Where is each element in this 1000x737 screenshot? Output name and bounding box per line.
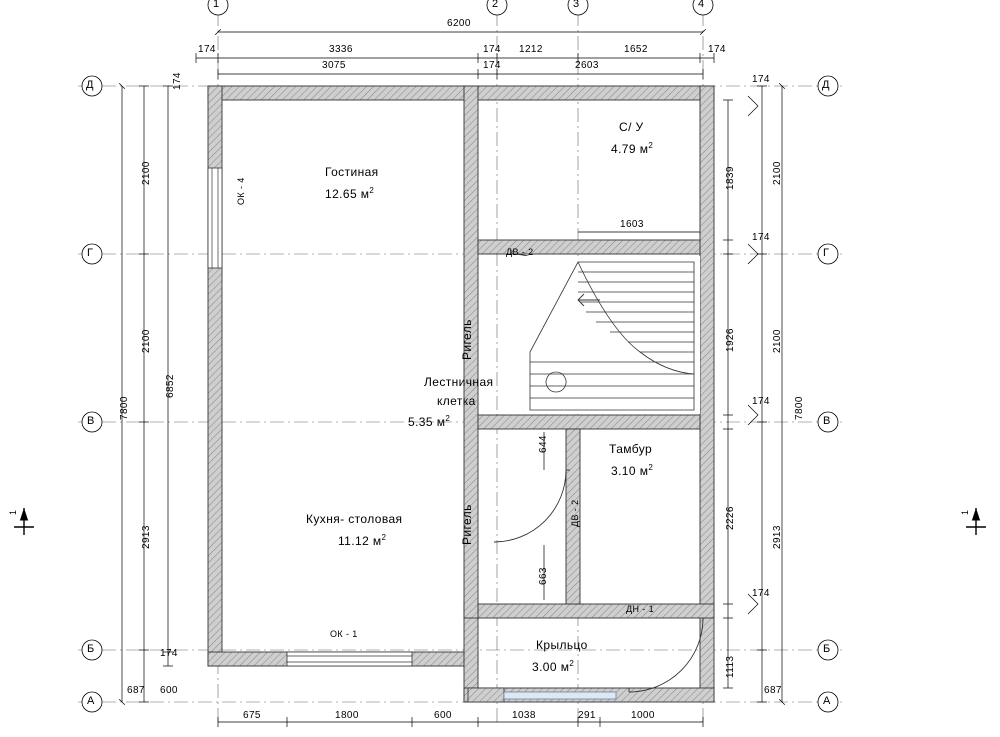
dim-top-1212: 1212 [519,44,543,55]
dim-inner-663: 663 [538,567,549,585]
dim-right-174d: 174 [752,588,770,599]
dim-top-174d: 174 [483,60,501,71]
dim-top-overall: 6200 [447,18,471,29]
dim-right-1839: 1839 [725,166,736,190]
dim-right-174c: 174 [752,396,770,407]
axis-bubble-left-a: А [87,695,95,707]
north-arrow-label-left: 1 [8,509,18,515]
dim-right-174b: 174 [752,232,770,243]
room-area-stair: 5.35 [408,415,433,429]
dim-left-2100a: 2100 [141,161,152,185]
dim-right-1113: 1113 [725,655,736,678]
dim-right-2100b: 2100 [772,329,783,353]
room-area-tambur: 3.10 [611,464,636,478]
pow-kitchen: 2 [381,533,387,542]
dim-bottom-675: 675 [243,710,261,721]
pow-living: 2 [369,186,375,195]
beam-label-upper: Ригель [460,319,474,360]
room-area-kitchen: 11.12 [338,534,370,548]
axis-bubble-right-a: А [823,695,831,707]
opening-tag-dn1: ДН - 1 [626,604,654,614]
dim-left-2913: 2913 [141,525,152,549]
dim-left-2100b: 2100 [141,329,152,353]
dim-top-174b: 174 [483,44,501,55]
room-label-tambur: Тамбур [609,442,653,456]
dim-right-7800: 7800 [794,396,805,420]
axis-bubble-2: 2 [492,0,499,10]
axis-bubble-3: 3 [573,0,580,10]
dim-bottom-1800: 1800 [335,710,359,721]
opening-tag-ok4: ОК - 4 [236,177,246,205]
dim-left-687: 687 [127,685,145,696]
axis-bubble-left-g: Г [87,247,94,259]
room-area-porch: 3.00 [532,660,557,674]
dim-inner-1603: 1603 [620,219,644,230]
unit-porch: м [560,660,570,674]
axis-bubble-right-d: Д [822,79,830,91]
room-label-kitchen: Кухня- столовая [306,512,403,526]
axis-bubble-left-v: В [87,415,95,427]
unit-living: м [360,187,370,201]
unit-wc: м [639,142,649,156]
unit-tambur: м [639,464,649,478]
room-label-stair-2: клетка [437,394,476,408]
dim-left-174bottom: 174 [160,648,178,659]
dim-right-2100a: 2100 [772,161,783,185]
unit-kitchen: м [372,534,382,548]
room-area-living: 12.65 [325,187,358,201]
dim-right-2913: 2913 [772,525,783,549]
dim-bottom-1000: 1000 [631,710,655,721]
dim-top-1652: 1652 [624,44,648,55]
dim-right-2226: 2226 [725,506,736,530]
dim-top-3336: 3336 [329,44,353,55]
dim-top-3075: 3075 [322,60,346,71]
room-label-porch: Крыльцо [536,638,588,652]
dim-left-174top: 174 [172,72,183,90]
pow-tambur: 2 [648,463,654,472]
dim-left-6852: 6852 [165,374,176,398]
room-label-wc: С/ У [619,120,644,134]
dim-right-687: 687 [764,685,782,696]
dim-right-1926: 1926 [725,328,736,352]
axis-bubble-1: 1 [213,0,220,10]
room-label-stair-1: Лестничная [424,375,494,389]
axis-bubble-right-b: Б [823,643,831,655]
dim-right-174a: 174 [752,74,770,85]
room-label-living: Гостиная [325,165,379,179]
unit-stair: м [436,415,446,429]
opening-tag-dv2-top: ДВ - 2 [506,247,534,257]
dim-inner-644: 644 [538,435,549,453]
axis-bubble-right-v: В [823,415,831,427]
axis-bubble-left-b: Б [87,643,95,655]
dim-bottom-291: 291 [578,710,596,721]
dim-bottom-1038: 1038 [512,710,536,721]
dim-left-600: 600 [160,685,178,696]
axis-bubble-right-g: Г [823,247,830,259]
axis-bubble-left-d: Д [86,79,94,91]
opening-tag-ok1: ОК - 1 [330,629,358,639]
pow-porch: 2 [569,659,575,668]
axis-bubble-4: 4 [698,0,705,10]
dim-top-174c: 174 [708,44,726,55]
pow-wc: 2 [648,141,654,150]
dim-left-7800: 7800 [119,396,130,420]
dim-bottom-600: 600 [434,710,452,721]
dim-top-2603: 2603 [575,60,599,71]
pow-stair: 2 [445,414,451,423]
beam-label-lower: Ригель [460,504,474,545]
opening-tag-dv2-mid: ДВ - 2 [570,499,580,527]
north-arrow-label-right: 1 [960,509,970,515]
dim-top-174a: 174 [198,44,216,55]
room-area-wc: 4.79 [611,142,636,156]
